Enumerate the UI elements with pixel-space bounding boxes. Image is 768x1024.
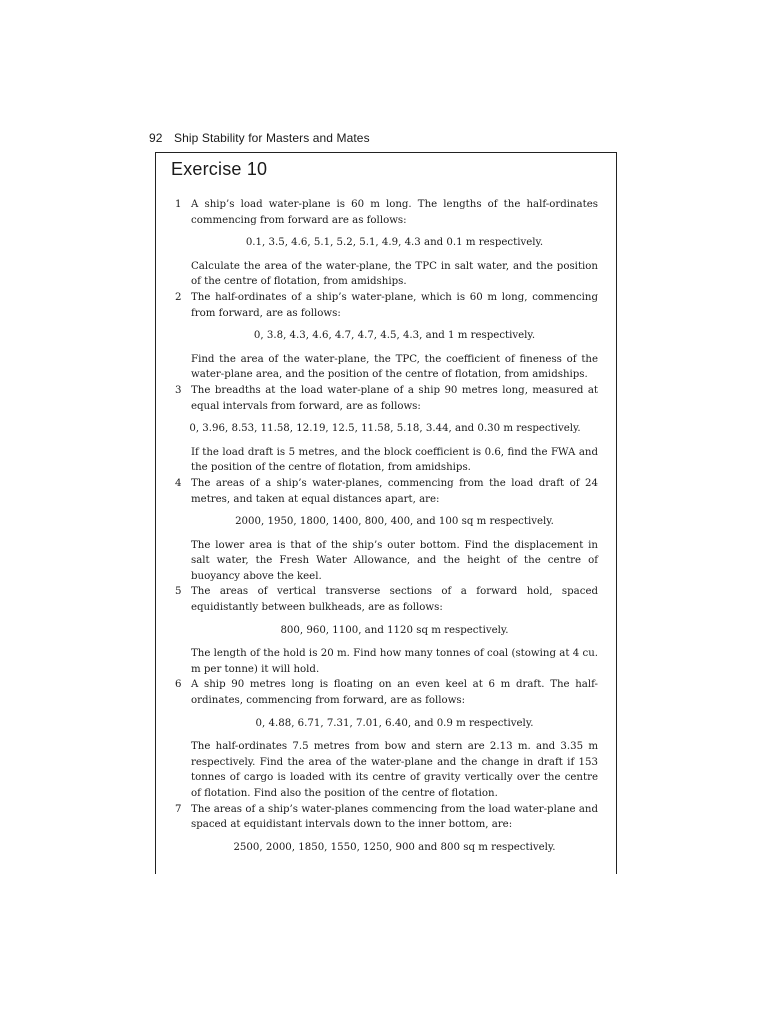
question-follow-up: Find the area of the water-plane, the TPC, the coefficient of fineness of the water-plane area, and the position of the centre of flotation, from amidships. xyxy=(191,353,598,381)
question-data: 800, 960, 1100, and 1120 sq m respectively. xyxy=(280,624,509,636)
question-4 xyxy=(172,476,598,507)
question-6 xyxy=(172,677,598,708)
question-data: 0, 3.96, 8.53, 11.58, 12.19, 12.5, 11.58, 5.18, 3.44, and 0.30 m respectively. xyxy=(189,423,581,435)
question-text: The areas of a ship’s water-planes, commencing from the load draft of 24 metres, and taken at equal distances apart, are: xyxy=(191,477,598,505)
question-number: 2 xyxy=(175,291,182,303)
question-data: 0.1, 3.5, 4.6, 5.1, 5.2, 5.1, 4.9, 4.3 and 0.1 m respectively. xyxy=(245,237,544,249)
question-number: 1 xyxy=(175,199,182,210)
book-title: Ship Stability for Masters and Mates xyxy=(174,131,370,145)
question-text: The breadths at the load water-plane of a ship 90 metres long, measured at equal intervals from forward, are as follows: xyxy=(191,384,598,412)
question-3 xyxy=(172,383,598,414)
page-number: 92 xyxy=(149,131,163,145)
question-follow-up: The length of the hold is 20 m. Find how many tonnes of coal (stowing at 4 cu. m per tonne) it will hold. xyxy=(191,648,598,675)
question-text: The half-ordinates of a ship’s water-plane, which is 60 m long, commencing from forward, are as follows: xyxy=(191,291,598,319)
question-follow-up: The half-ordinates 7.5 metres from bow and stern are 2.13 m. and 3.35 m respectively. Find the area of the water-plane and the change in draft if 153 tonnes of cargo is loaded with its centre of gravity vertically over the centre of flotation. Find also the position of the centre of flotation. xyxy=(191,741,598,799)
question-number: 3 xyxy=(175,384,182,396)
exercise-title: Exercise 10 xyxy=(171,159,268,179)
question-1 xyxy=(172,197,598,228)
question-follow-up: The lower area is that of the ship’s outer bottom. Find the displacement in salt water, the Fresh Water Allowance, and the height of the centre of buoyancy above the keel. xyxy=(191,539,598,582)
question-7 xyxy=(172,802,598,833)
question-follow-up: Calculate the area of the water-plane, the TPC in salt water, and the position of the centre of flotation, from amidships. xyxy=(191,260,598,288)
question-text: A ship 90 metres long is floating on an even keel at 6 m draft. The half-ordinates, commencing from forward, are as follows: xyxy=(191,679,598,707)
question-text: A ship’s load water-plane is 60 m long. The lengths of the half-ordinates commencing from forward are as follows: xyxy=(191,199,598,226)
question-5 xyxy=(172,584,598,615)
question-number: 7 xyxy=(175,803,182,815)
question-data: 0, 3.8, 4.3, 4.6, 4.7, 4.7, 4.5, 4.3, and 1 m respectively. xyxy=(253,330,536,342)
question-number: 6 xyxy=(175,679,182,691)
question-number: 4 xyxy=(175,477,182,489)
question-data: 0, 4.88, 6.71, 7.31, 7.01, 6.40, and 0.9 m respectively. xyxy=(255,717,534,729)
exercise-questions xyxy=(172,197,598,863)
question-text: The areas of a ship’s water-planes commencing from the load water-plane and spaced at equidistant intervals down to the inner bottom, are: xyxy=(191,803,598,831)
question-follow-up: If the load draft is 5 metres, and the block coefficient is 0.6, find the FWA and the position of the centre of flotation, from amidships. xyxy=(191,446,598,474)
question-data: 2500, 2000, 1850, 1550, 1250, 900 and 800 sq m respectively. xyxy=(233,841,556,853)
question-number: 5 xyxy=(175,586,182,598)
question-2 xyxy=(172,290,598,321)
question-text: The areas of vertical transverse sections of a forward hold, spaced equidistantly between bulkheads, are as follows: xyxy=(191,586,598,614)
question-data: 2000, 1950, 1800, 1400, 800, 400, and 100 sq m respectively. xyxy=(235,516,554,528)
running-head xyxy=(149,131,370,145)
